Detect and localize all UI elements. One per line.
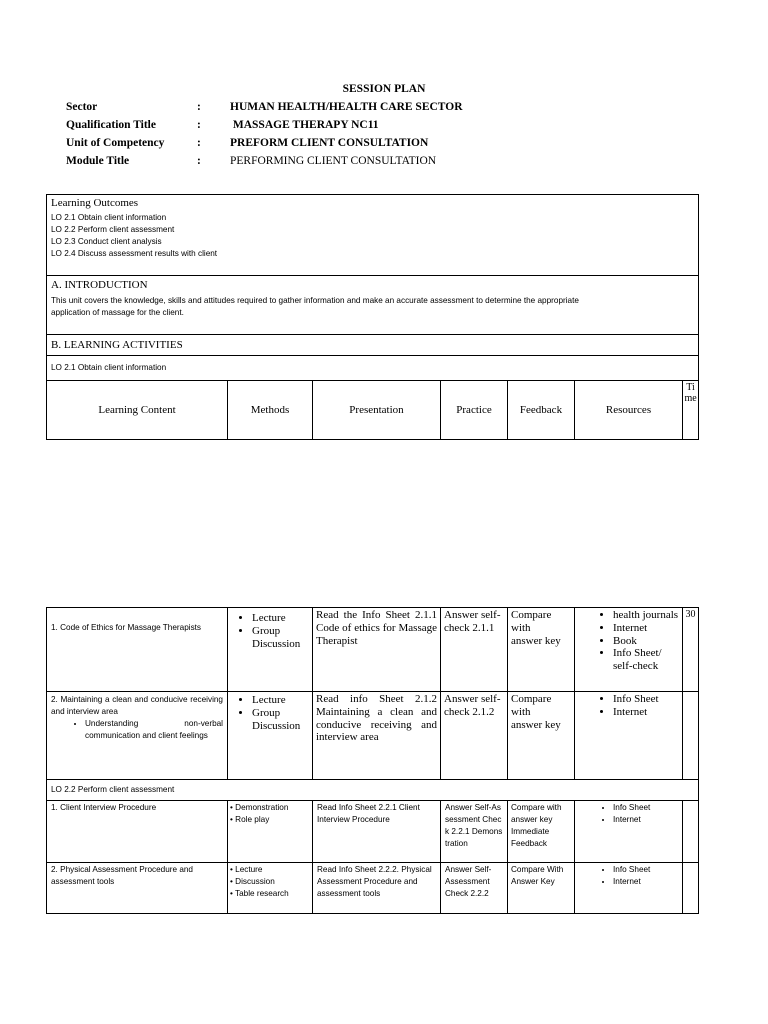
learning-content-text: 2. Physical Assessment Procedure and assessment tools xyxy=(51,865,193,886)
methods-cell xyxy=(228,863,313,914)
lo-label: LO 2.1 Obtain client information xyxy=(51,363,167,372)
method-label: Table research xyxy=(235,889,289,898)
learning-content-text: 1. Code of Ethics for Massage Therapists xyxy=(51,623,202,632)
presentation-text: Read Info Sheet 2.2.2. Physical Assessment Procedure and assessment tools xyxy=(317,865,432,898)
header-label: Unit of Competency xyxy=(66,137,165,149)
header-value: MASSAGE THERAPY NC11 xyxy=(230,119,379,131)
session-table-top xyxy=(46,194,699,440)
practice-cell xyxy=(441,801,508,863)
method-label: Role play xyxy=(235,815,270,824)
list-item: • Lecture xyxy=(252,694,310,707)
list-item: • Info Sheet/ self-check xyxy=(613,647,680,673)
introduction-cell xyxy=(47,276,699,335)
feedback-cell xyxy=(508,801,575,863)
learning-outcomes-cell xyxy=(47,195,699,276)
lo-row xyxy=(47,780,699,801)
method-label: Discussion xyxy=(235,877,275,886)
feedback-text: Compare With Answer Key xyxy=(511,865,564,886)
col-header-learning-content: Learning Content xyxy=(47,381,228,440)
list-item: • Lecture xyxy=(252,612,310,625)
introduction-text-line: application of massage for the client. xyxy=(51,308,184,317)
time-cell xyxy=(683,692,699,780)
list-item: • Book xyxy=(613,635,680,648)
presentation-text: Read info Sheet 2.1.2 Maintaining a clean and conducive receiving and interview area xyxy=(316,693,437,744)
method-label: Lecture xyxy=(235,865,263,874)
learning-activities-heading: B. LEARNING ACTIVITIES xyxy=(51,339,183,351)
list-item: • Discussion xyxy=(230,877,275,886)
list-item: • Role play xyxy=(230,815,270,824)
list-item: • Info Sheet xyxy=(613,864,680,876)
list-item: • Demonstration xyxy=(230,803,289,812)
method-label: Demonstration xyxy=(235,803,289,812)
page-title: SESSION PLAN xyxy=(342,83,426,95)
list-item: LO 2.1 Obtain client information xyxy=(51,213,167,222)
presentation-text: Read Info Sheet 2.2.1 Client Interview Procedure xyxy=(317,803,420,824)
resources-cell xyxy=(575,801,683,863)
header-value: PERFORMING CLIENT CONSULTATION xyxy=(230,155,437,167)
table-row-content xyxy=(47,801,228,863)
methods-cell xyxy=(228,692,313,780)
list-item: • Understanding non-verbal communication and client feelings xyxy=(85,718,223,742)
table-row-content xyxy=(47,692,228,780)
methods-cell xyxy=(228,608,313,692)
time-cell: 30 xyxy=(683,608,699,692)
col-header-presentation: Presentation xyxy=(313,381,441,440)
feedback-text: Compare with answer key Immediate Feedback xyxy=(511,803,562,848)
time-cell xyxy=(683,863,699,914)
practice-text: Answer self-check 2.1.1 xyxy=(444,609,501,634)
header-label: Module Title xyxy=(66,155,130,167)
feedback-cell xyxy=(508,863,575,914)
header-label: Sector xyxy=(66,101,98,113)
header-label: Qualification Title xyxy=(66,119,156,131)
methods-cell xyxy=(228,801,313,863)
presentation-cell xyxy=(313,863,441,914)
list-item: • Internet xyxy=(613,814,680,826)
table-row-content xyxy=(47,608,228,692)
practice-cell xyxy=(441,608,508,692)
list-item: • Internet xyxy=(613,876,680,888)
header-colon: : xyxy=(197,101,201,113)
resources-cell xyxy=(575,608,683,692)
practice-cell xyxy=(441,863,508,914)
presentation-cell xyxy=(313,608,441,692)
session-table-bottom xyxy=(46,607,699,914)
list-item: • health journals xyxy=(613,609,680,622)
header-value: PREFORM CLIENT CONSULTATION xyxy=(230,137,429,149)
learning-content-text: 1. Client Interview Procedure xyxy=(51,803,157,812)
list-item: • Lecture xyxy=(230,865,263,874)
list-item: • Group Discussion xyxy=(252,625,290,651)
col-header-resources: Resources xyxy=(575,381,683,440)
list-item: • Info Sheet xyxy=(613,693,680,706)
list-item: • Internet xyxy=(613,706,680,719)
col-header-feedback: Feedback xyxy=(508,381,575,440)
learning-activities-cell xyxy=(47,335,699,356)
practice-cell xyxy=(441,692,508,780)
presentation-cell xyxy=(313,801,441,863)
list-item: LO 2.4 Discuss assessment results with client xyxy=(51,249,218,258)
presentation-text: Read the Info Sheet 2.1.1 Code of ethics for Massage Therapist xyxy=(316,609,437,647)
learning-content-text: 2. Maintaining a clean and conducive receiving and interview area xyxy=(51,695,223,716)
feedback-text: Compare with answer key xyxy=(511,693,561,731)
feedback-text: Compare with answer key xyxy=(511,609,561,647)
practice-text: Answer self-check 2.1.2 xyxy=(444,693,501,718)
lo-row xyxy=(47,356,699,381)
time-cell xyxy=(683,801,699,863)
presentation-cell xyxy=(313,692,441,780)
list-item: • Group Discussion xyxy=(252,707,290,733)
resources-cell xyxy=(575,692,683,780)
learning-outcomes-heading: Learning Outcomes xyxy=(51,197,139,209)
col-header-practice: Practice xyxy=(441,381,508,440)
resources-cell xyxy=(575,863,683,914)
list-item: • Info Sheet xyxy=(613,802,680,814)
col-header-time: Time xyxy=(683,381,699,440)
introduction-heading: A. INTRODUCTION xyxy=(51,279,148,291)
lo-label: LO 2.2 Perform client assessment xyxy=(51,785,175,794)
list-item: • Table research xyxy=(230,889,289,898)
feedback-cell xyxy=(508,608,575,692)
header-colon: : xyxy=(197,155,201,167)
list-item: LO 2.2 Perform client assessment xyxy=(51,225,175,234)
list-item: LO 2.3 Conduct client analysis xyxy=(51,237,162,246)
list-item: • Internet xyxy=(613,622,680,635)
practice-text: Answer Self-Assessment Check 2.2.2 xyxy=(445,865,492,898)
table-row-content xyxy=(47,863,228,914)
header-value: HUMAN HEALTH/HEALTH CARE SECTOR xyxy=(230,101,463,113)
col-header-methods: Methods xyxy=(228,381,313,440)
header-colon: : xyxy=(197,119,201,131)
feedback-cell xyxy=(508,692,575,780)
practice-text: Answer Self-Assessment Check 2.2.1 Demonstration xyxy=(445,803,503,848)
introduction-text-line: This unit covers the knowledge, skills and attitudes required to gather information and make an accurate assessment to determine the appropriate xyxy=(51,296,579,305)
header-colon: : xyxy=(197,137,201,149)
